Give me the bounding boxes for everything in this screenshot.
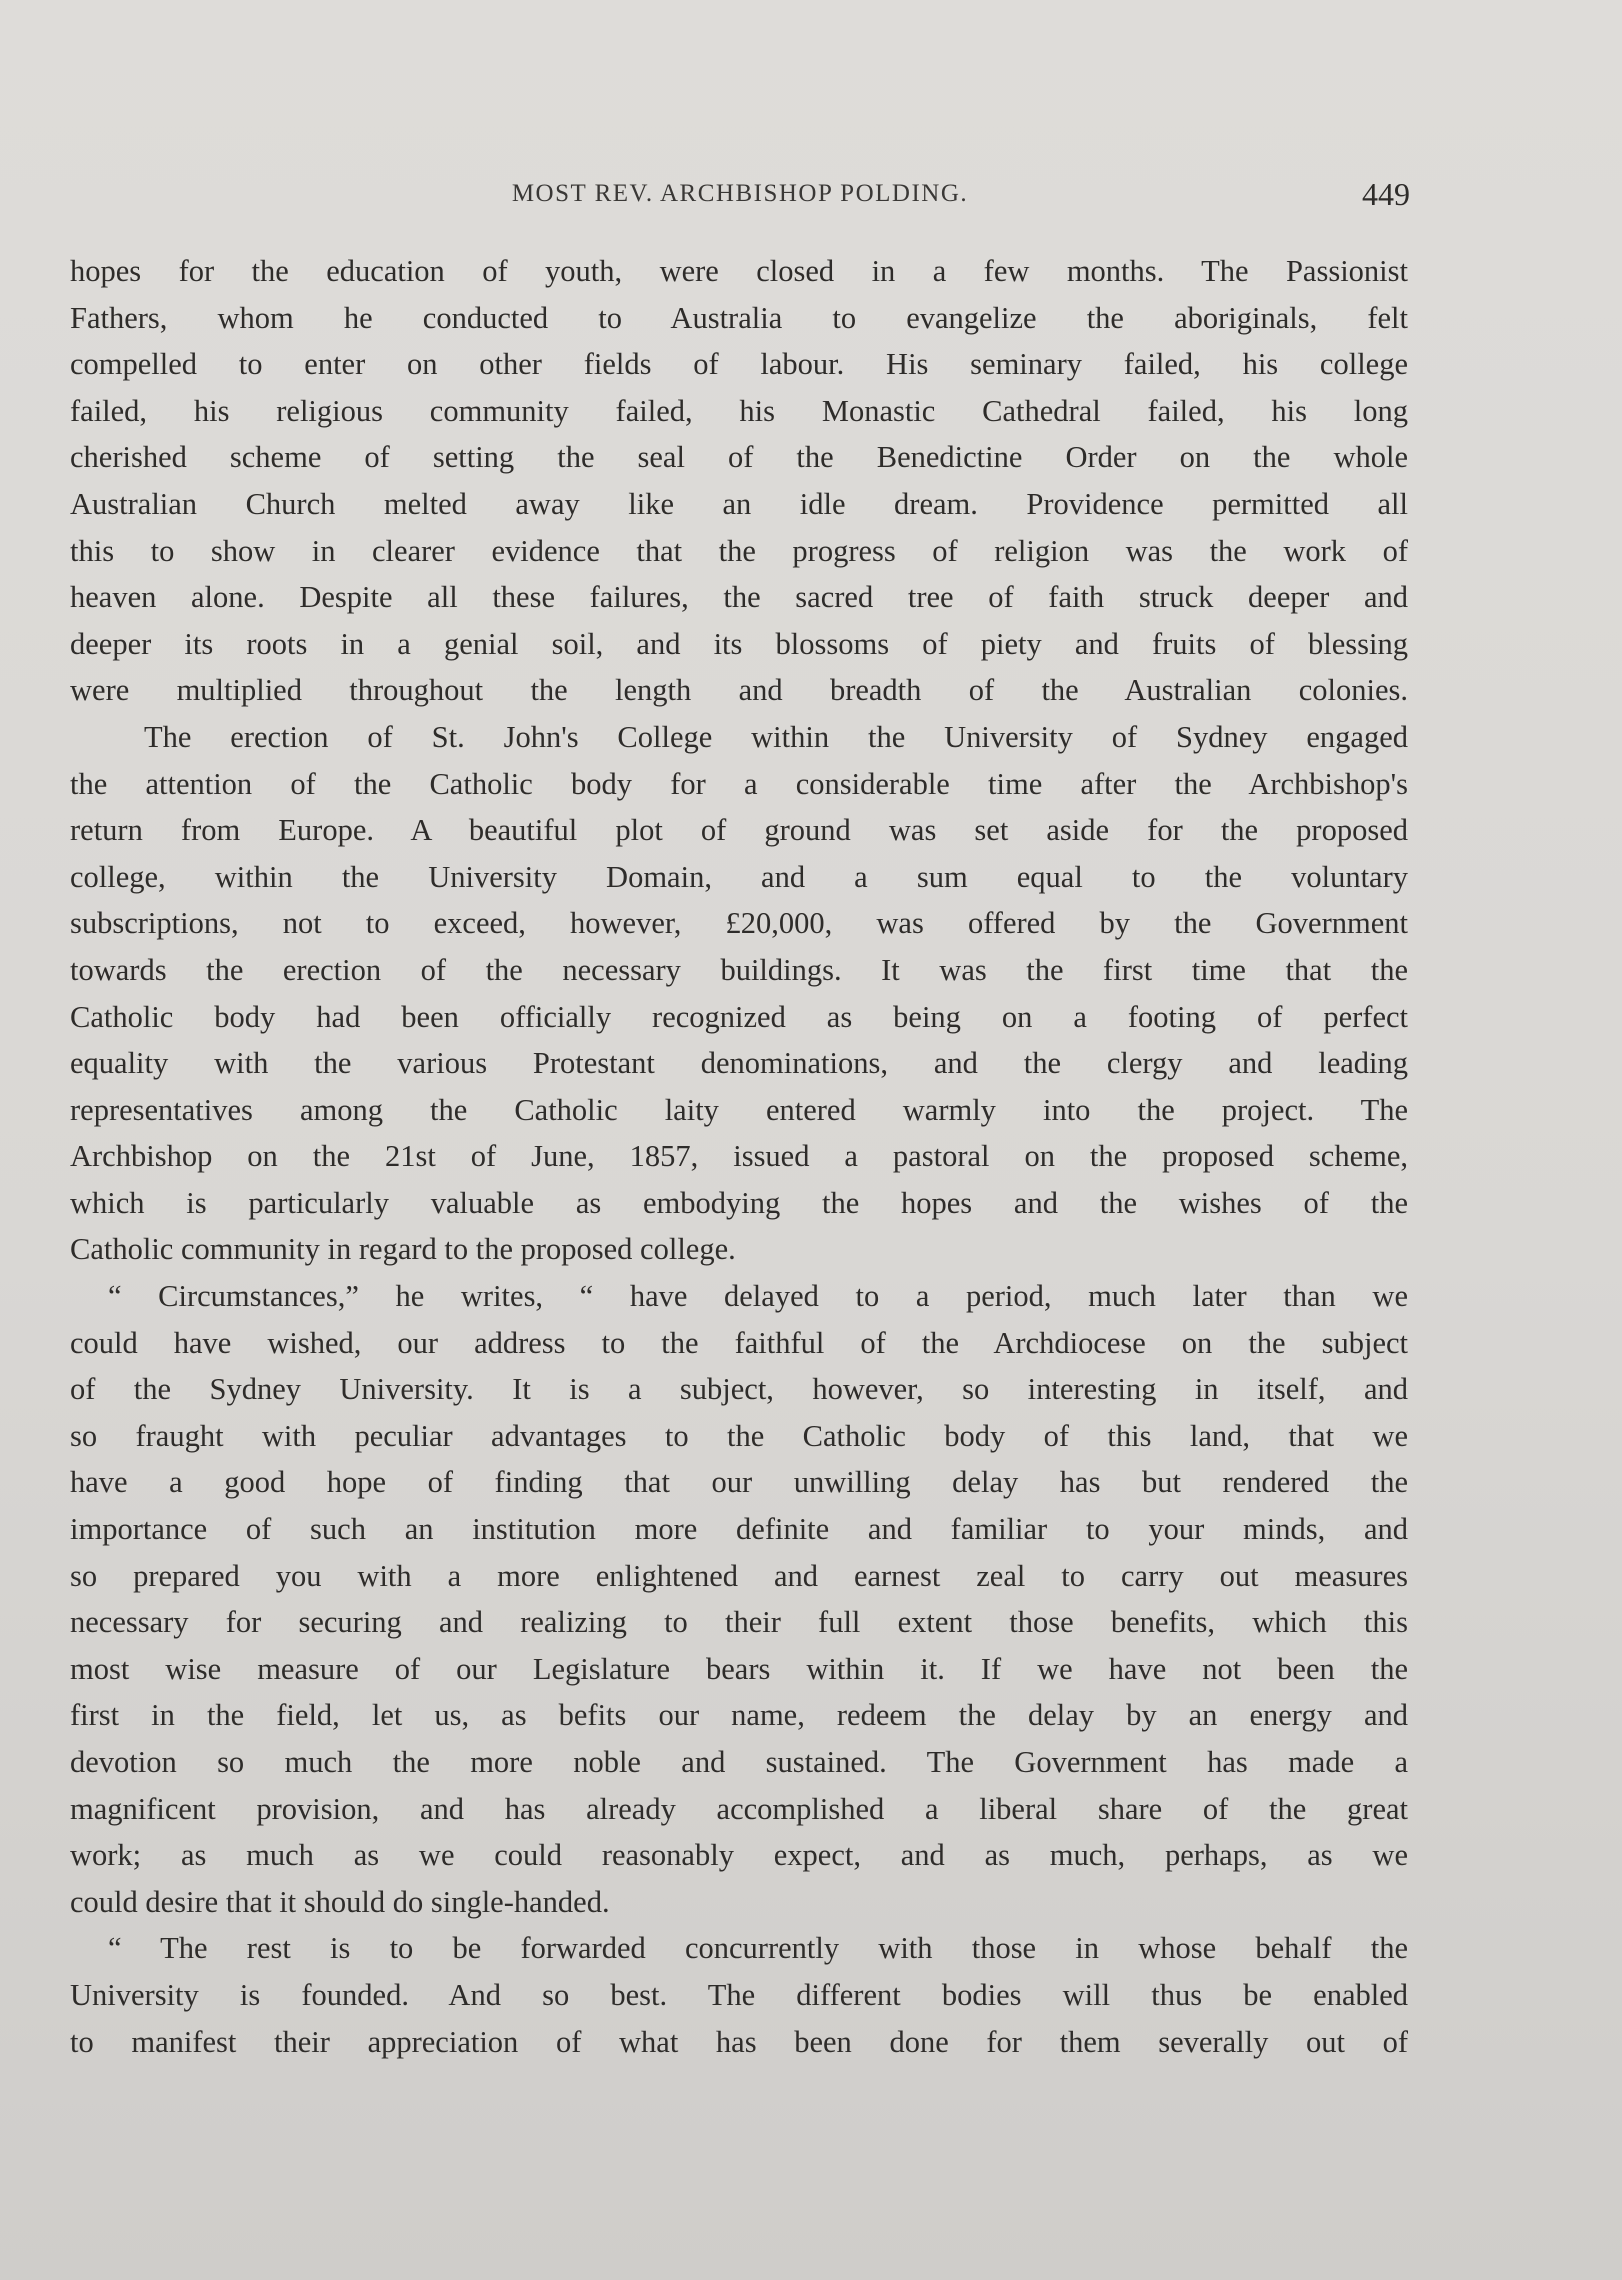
text-line: college, within the University Domain, and a sum equal to the voluntary <box>70 859 1408 894</box>
text-line: equality with the various Protestant denominations, and the clergy and leading <box>70 1046 1408 1081</box>
paragraph-1 <box>70 248 1408 714</box>
text-line: compelled to enter on other fields of labour. His seminary failed, his college <box>70 347 1408 382</box>
text-line: were multiplied throughout the length and breadth of the Australian colonies. <box>70 673 1408 708</box>
text-line: “ The rest is to be forwarded concurrently with those in whose behalf the <box>108 1931 1408 1966</box>
text-line: have a good hope of finding that our unwilling delay has but rendered the <box>70 1465 1408 1500</box>
running-title: MOST REV. ARCHBISHOP POLDING. <box>511 180 969 207</box>
text-line: University is founded. And so best. The different bodies will thus be enabled <box>70 1977 1408 2012</box>
text-line: necessary for securing and realizing to their full extent those benefits, which this <box>70 1605 1408 1640</box>
text-line: Archbishop on the 21st of June, 1857, issued a pastoral on the proposed scheme, <box>70 1139 1408 1174</box>
text-line: could have wished, our address to the faithful of the Archdiocese on the subject <box>70 1325 1408 1360</box>
text-line: deeper its roots in a genial soil, and its blossoms of piety and fruits of blessing <box>70 626 1408 661</box>
text-line: of the Sydney University. It is a subject, however, so interesting in itself, and <box>70 1372 1408 1407</box>
text-line: Australian Church melted away like an idle dream. Providence permitted all <box>70 486 1408 521</box>
text-line: so prepared you with a more enlightened and earnest zeal to carry out measures <box>70 1558 1408 1593</box>
body-text <box>70 248 1408 2065</box>
text-line: could desire that it should do single-handed. <box>70 1884 610 1919</box>
text-line: which is particularly valuable as embodying the hopes and the wishes of the <box>70 1185 1408 1220</box>
page-number: 449 <box>1362 176 1410 212</box>
text-line: “ Circumstances,” he writes, “ have delayed to a period, much later than we <box>108 1279 1408 1314</box>
text-line: heaven alone. Despite all these failures, the sacred tree of faith struck deeper and <box>70 580 1408 615</box>
text-line: first in the field, let us, as befits our name, redeem the delay by an energy and <box>70 1698 1408 1733</box>
text-line: importance of such an institution more definite and familiar to your minds, and <box>70 1512 1408 1547</box>
text-line: return from Europe. A beautiful plot of ground was set aside for the proposed <box>70 813 1408 848</box>
text-line: most wise measure of our Legislature bears within it. If we have not been the <box>70 1651 1408 1686</box>
text-line: work; as much as we could reasonably expect, and as much, perhaps, as we <box>70 1838 1408 1873</box>
text-line: Fathers, whom he conducted to Australia to evangelize the aboriginals, felt <box>70 300 1408 335</box>
text-line: to manifest their appreciation of what has been done for them severally out of <box>70 2024 1408 2059</box>
text-line: hopes for the education of youth, were closed in a few months. The Passionist <box>70 254 1408 288</box>
text-line: representatives among the Catholic laity entered warmly into the project. The <box>70 1092 1408 1127</box>
text-line: devotion so much the more noble and sustained. The Government has made a <box>70 1745 1408 1779</box>
text-line: cherished scheme of setting the seal of the Benedictine Order on the whole <box>70 440 1408 475</box>
paragraph-4 <box>70 1925 1408 2065</box>
text-line: so fraught with peculiar advantages to the Catholic body of this land, that we <box>70 1418 1408 1453</box>
text-line: magnificent provision, and has already accomplished a liberal share of the great <box>70 1791 1408 1826</box>
paragraph-3 <box>70 1273 1408 1925</box>
text-line: this to show in clearer evidence that the progress of religion was the work of <box>70 533 1408 568</box>
text-line: The erection of St. John's College within the University of Sydney engaged <box>144 719 1408 754</box>
text-line: Catholic community in regard to the proposed college. <box>70 1232 736 1267</box>
text-line: failed, his religious community failed, his Monastic Cathedral failed, his long <box>70 393 1408 428</box>
text-line: subscriptions, not to exceed, however, £20,000, was offered by the Government <box>70 906 1408 941</box>
text-line: Catholic body had been officially recognized as being on a footing of perfect <box>70 999 1408 1034</box>
running-head <box>70 176 1410 216</box>
paragraph-2 <box>70 714 1408 1273</box>
text-line: the attention of the Catholic body for a considerable time after the Archbishop's <box>70 766 1408 801</box>
text-line: towards the erection of the necessary buildings. It was the first time that the <box>70 952 1408 987</box>
